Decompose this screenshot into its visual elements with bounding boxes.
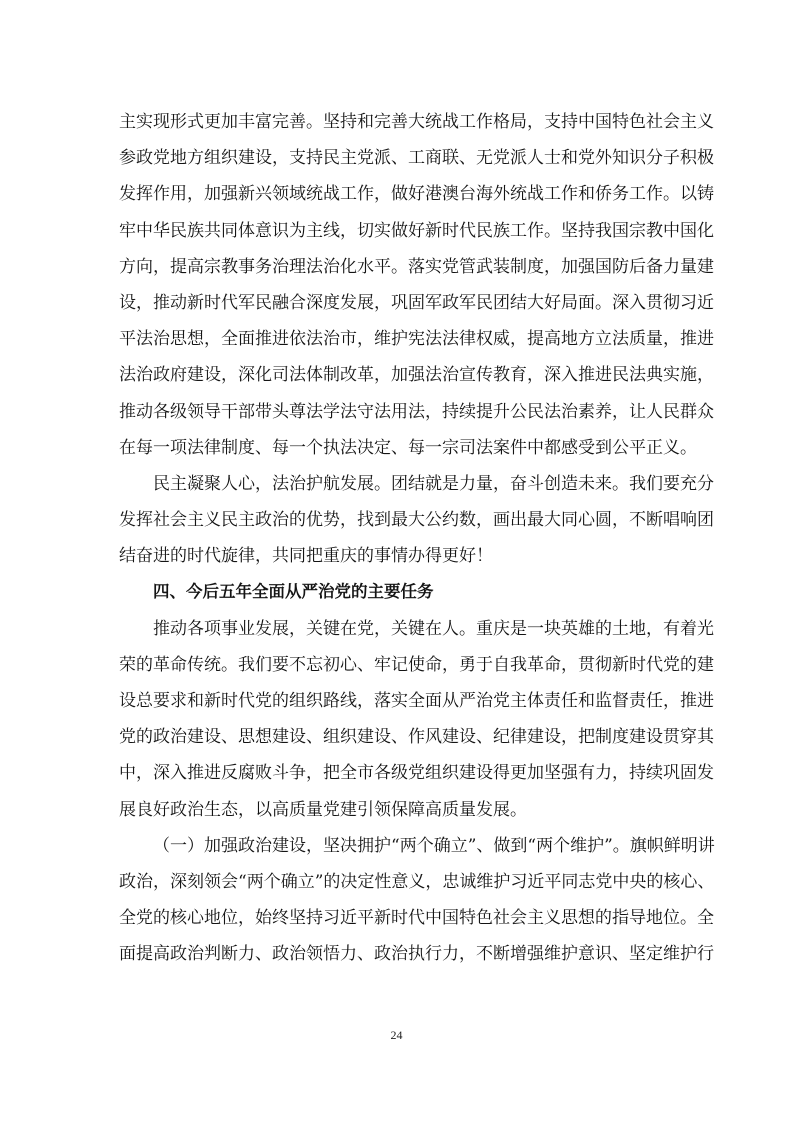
text-line: 推动各级领导干部带头尊法学法守法用法，持续提升公民法治素养，让人民群众 [119,401,714,422]
text-line: 荣的革命传统。我们要不忘初心、牢记使命，勇于自我革命，贯彻新时代党的建 [119,654,714,675]
text-line: 结奋进的时代旋律，共同把重庆的事情办得更好！ [119,546,493,567]
text-line: 在每一项法律制度、每一个执法决定、每一宗司法案件中都感受到公平正义。 [119,437,697,458]
text-line: 中，深入推进反腐败斗争，把全市各级党组织建设得更加坚强有力，持续巩固发 [119,763,714,784]
text-line: 参政党地方组织建设，支持民主党派、工商联、无党派人士和党外知识分子积极 [119,148,714,169]
text-line: 面提高政治判断力、政治领悟力、政治执行力，不断增强维护意识、坚定维护行 [119,944,714,965]
text-line: 发挥作用，加强新兴领域统战工作，做好港澳台海外统战工作和侨务工作。以铸 [119,184,714,205]
text-line: 全党的核心地位，始终坚持习近平新时代中国特色社会主义思想的指导地位。全 [119,908,714,929]
paragraph-first-line: 推动各项事业发展，关键在党，关键在人。重庆是一块英雄的土地，有着光 [153,618,714,639]
text-line: 设，推动新时代军民融合深度发展，巩固军政军民团结大好局面。深入贯彻习近 [119,292,714,313]
text-line: 主实现形式更加丰富完善。坚持和完善大统战工作格局，支持中国特色社会主义 [119,112,714,132]
text-line: 政治，深刻领会“两个确立”的决定性意义，忠诚维护习近平同志党中央的核心、 [119,871,715,892]
text-line: 党的政治建设、思想建设、组织建设、作风建设、纪律建设，把制度建设贯穿其 [119,727,714,748]
paragraph-first-line: 民主凝聚人心，法治护航发展。团结就是力量，奋斗创造未来。我们要充分 [153,473,714,494]
text-line: 平法治思想，全面推进依法治市，维护宪法法律权威，提高地方立法质量，推进 [119,329,714,350]
body-text [119,104,715,973]
page-number: 24 [390,1028,403,1042]
text-line: 设总要求和新时代党的组织路线，落实全面从严治党主体责任和监督责任，推进 [119,691,714,711]
section-heading: 四、今后五年全面从严治党的主要任务 [153,582,434,602]
text-line: 方向，提高宗教事务治理法治化水平。落实党管武装制度，加强国防后备力量建 [119,256,714,277]
text-line: 法治政府建设，深化司法体制改革，加强法治宣传教育，深入推进民法典实施， [119,365,714,386]
text-line: 展良好政治生态，以高质量党建引领保障高质量发展。 [119,799,527,820]
text-line: 发挥社会主义民主政治的优势，找到最大公约数，画出最大同心圆，不断唱响团 [119,510,714,531]
paragraph-first-line: （一）加强政治建设，坚决拥护“两个确立”、做到“两个维护”。旗帜鲜明讲 [153,835,715,856]
text-line: 牢中华民族共同体意识为主线，切实做好新时代民族工作。坚持我国宗教中国化 [119,220,714,241]
